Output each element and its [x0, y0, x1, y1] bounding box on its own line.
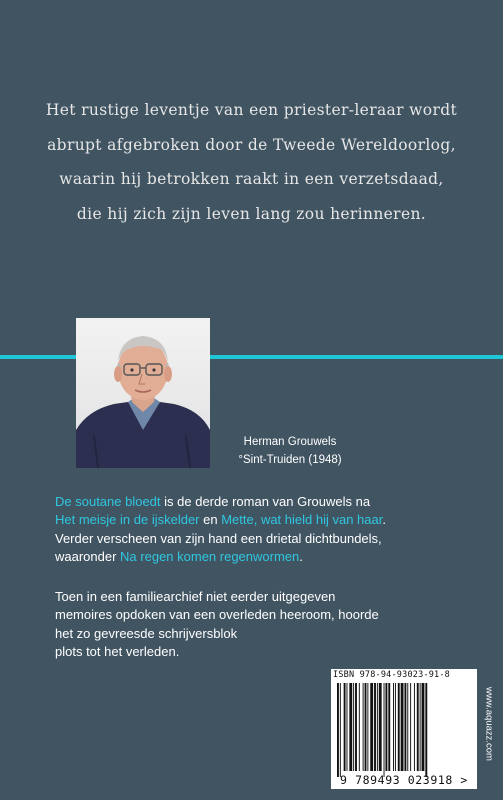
- text-run: .: [299, 548, 303, 564]
- barcode-bar: [414, 683, 415, 771]
- barcode-bar: [385, 683, 387, 771]
- isbn-label: ISBN 978-94-93023-91-8: [333, 670, 450, 680]
- paragraph-line: plots tot het verleden.: [55, 643, 180, 659]
- barcode-bar: [388, 683, 390, 771]
- author-origin: °Sint-Truiden (1948): [238, 454, 342, 466]
- paragraph-line: memoires opdoken van een overleden heeroom, hoorde: [55, 607, 379, 623]
- barcode-bar: [420, 683, 421, 771]
- text-run: is de derde roman van Grouwels na: [160, 494, 371, 509]
- barcode-bar: [393, 683, 394, 771]
- barcode-bar: [425, 683, 427, 777]
- author-photo: [76, 318, 210, 468]
- barcode-bars: [331, 669, 477, 789]
- paragraph-line: [55, 548, 475, 566]
- blurb-line: die hij zich zijn leven lang zou herinneren.: [76, 204, 427, 223]
- barcode-bar: [384, 683, 385, 777]
- barcode-bar: [353, 683, 354, 771]
- ean-digits: 9 789493 023918 >: [340, 773, 468, 787]
- barcode-bar: [417, 683, 419, 771]
- text-run: waaronder: [55, 548, 121, 564]
- blurb-line: Het rustige leventje van een priester-leraar wordt: [45, 101, 458, 119]
- back-cover-blurb: [40, 93, 463, 231]
- barcode-bar: [367, 683, 368, 771]
- book-title: Het meisje in de ijskelder: [55, 512, 200, 528]
- barcode-bar: [398, 683, 400, 771]
- barcode-bar: [374, 683, 376, 771]
- text-run: .: [382, 512, 386, 528]
- blurb-line: abrupt afgebroken door de Tweede Wereldoorlog,: [47, 135, 456, 154]
- barcode-bar: [363, 683, 364, 771]
- barcode-bar: [379, 683, 382, 771]
- barcode-bar: [404, 683, 406, 771]
- book-title: De soutane bloedt: [55, 494, 161, 509]
- author-name: Herman Grouwels: [243, 436, 337, 448]
- paragraph-line: Verder verscheen van zijn hand een drietal dichtbundels,: [55, 530, 382, 546]
- barcode-bar: [340, 683, 341, 777]
- barcode-bar: [349, 683, 352, 771]
- barcode-bar: [337, 683, 339, 777]
- bibliography-paragraph: [55, 493, 475, 566]
- barcode-bar: [410, 683, 411, 771]
- paragraph-line: Toen in een familiearchief niet eerder uitgegeven: [55, 589, 336, 604]
- blurb-line: waarin hij betrokken raakt in een verzetsdaad,: [59, 170, 444, 188]
- paragraph-line: [55, 511, 475, 529]
- barcode-bar: [407, 683, 408, 771]
- barcode-bar: [401, 683, 404, 771]
- paragraph-line: [55, 493, 475, 511]
- barcode-bar: [347, 683, 348, 771]
- book-title: Na regen komen regenwormen: [120, 548, 300, 564]
- author-caption: [220, 433, 360, 469]
- book-title: Mette, wat hield hij van haar: [221, 512, 383, 528]
- story-paragraph: [55, 588, 475, 661]
- barcode-bar: [355, 683, 357, 771]
- barcode-bar: [359, 683, 360, 771]
- text-run: en: [199, 512, 222, 528]
- barcode-bar: [365, 683, 367, 771]
- barcode-bar: [377, 683, 378, 771]
- paragraph-line: het zo gevreesde schrijversblok: [55, 625, 238, 641]
- isbn-barcode: [331, 669, 477, 789]
- barcode-bar: [395, 683, 396, 771]
- publisher-url: www.aquazz.com: [483, 687, 495, 761]
- barcode-bar: [344, 683, 346, 771]
- barcode-bar: [370, 683, 373, 771]
- barcode-bar: [422, 683, 425, 771]
